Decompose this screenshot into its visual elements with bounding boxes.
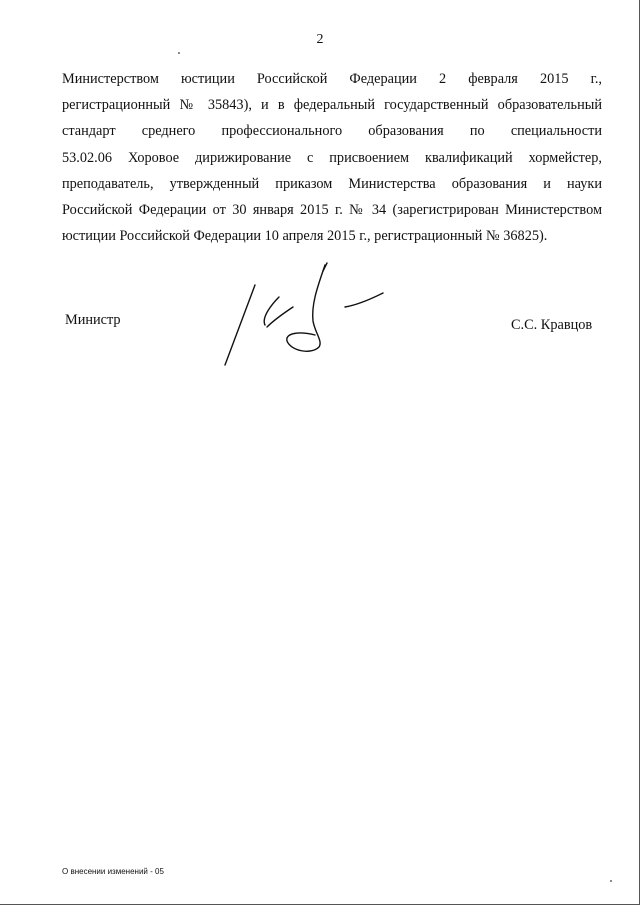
body-line-5: преподаватель, утвержденный приказом Министерства образования и науки (62, 175, 602, 192)
scan-speck (610, 880, 612, 882)
signatory-name: С.С. Кравцов (511, 317, 593, 333)
body-line-7: юстиции Российской Федерации 10 апреля 2015 г., регистрационный № 36825). (62, 228, 548, 245)
footer-note: О внесении изменений - 05 (62, 867, 164, 876)
body-line-6: Российской Федерации от 30 января 2015 г. № 34 (зарегистрирован Министерством (62, 201, 602, 218)
body-line-4: 53.02.06 Хоровое дирижирование с присвоением квалификаций хормейстер, (62, 149, 602, 166)
body-line-1: Министерством юстиции Российской Федерации 2 февраля 2015 г., (62, 71, 602, 87)
signatory-title: Министр (65, 312, 121, 328)
body-paragraph (62, 66, 602, 249)
body-line-2: регистрационный № 35843), и в федеральный государственный образовательный (62, 97, 602, 114)
handwritten-signature (215, 255, 395, 375)
body-line-3: стандарт среднего профессионального образования по специальности (62, 123, 602, 140)
page-number: 2 (316, 32, 324, 47)
scan-speck (178, 52, 180, 54)
